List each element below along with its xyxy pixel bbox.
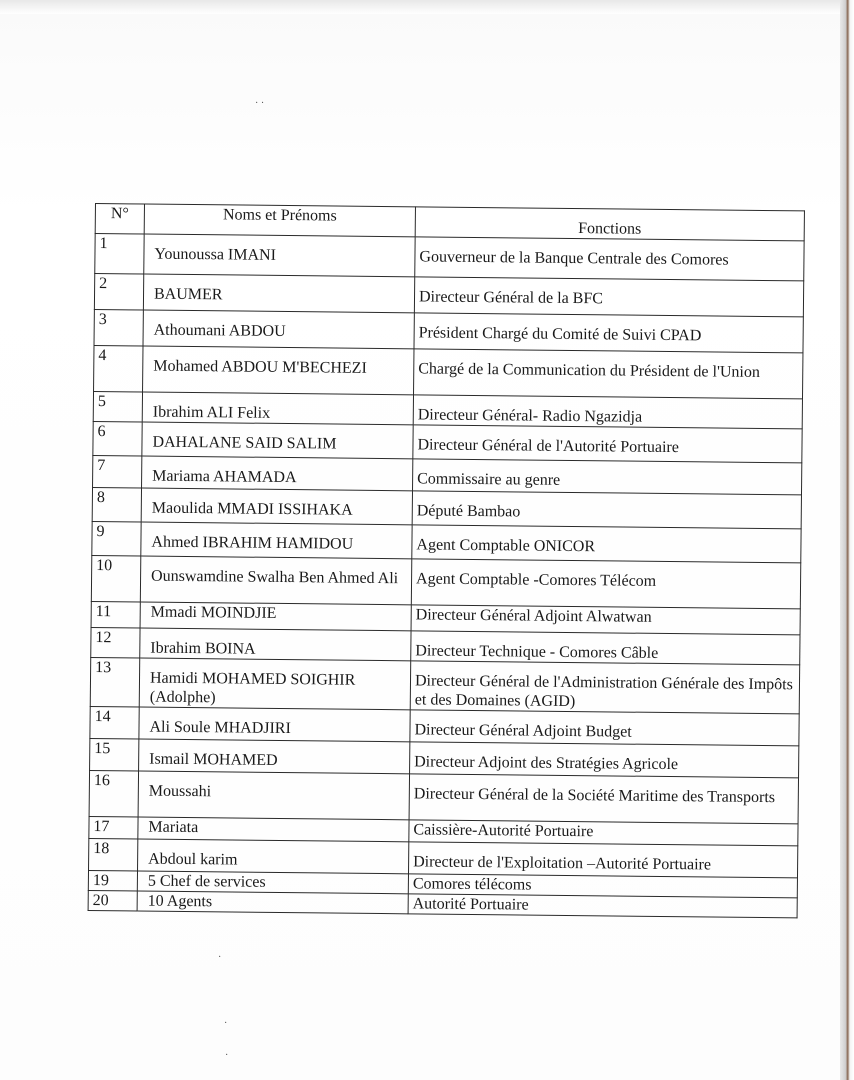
row-name-cell xyxy=(142,456,413,491)
row-number: 12 xyxy=(95,629,112,647)
row-name: Younoussa IMANI xyxy=(154,245,277,264)
row-function: Directeur Général- Radio Ngazidja xyxy=(417,406,643,426)
row-number-cell xyxy=(89,770,138,817)
row-number: 14 xyxy=(94,708,111,726)
row-name: Ismail MOHAMED xyxy=(149,750,278,769)
row-name-cell xyxy=(137,891,408,914)
row-name: Athoumani ABDOU xyxy=(153,321,286,341)
row-name: Ibrahim BOINA xyxy=(150,639,256,658)
row-name: DAHALANE SAID SALIM xyxy=(152,433,337,453)
table-row xyxy=(94,345,803,398)
row-name: Ounswamdine Swalha Ben Ahmed Ali xyxy=(151,567,399,588)
row-function-cell xyxy=(411,631,800,665)
row-number-cell xyxy=(94,345,143,392)
row-number: 15 xyxy=(94,740,111,758)
row-function: Directeur Général Adjoint Budget xyxy=(414,721,632,741)
row-function: Président Chargé du Comité de Suivi CPAD xyxy=(418,324,702,345)
row-name: Abdoul karim xyxy=(148,850,238,869)
row-number: 11 xyxy=(95,603,112,621)
row-function-cell xyxy=(414,349,803,399)
header-name: Noms et Prénoms xyxy=(144,204,415,237)
row-number-cell xyxy=(93,455,142,488)
row-number: 4 xyxy=(98,347,107,365)
row-number-cell xyxy=(89,816,138,839)
row-function-cell xyxy=(408,894,797,918)
row-function-cell xyxy=(410,742,799,778)
row-function-cell xyxy=(408,842,797,878)
row-function: Directeur Général de la Société Maritime des Transports xyxy=(413,785,776,807)
row-name-cell xyxy=(139,707,410,742)
row-function: Gouverneur de la Banque Centrale des Comores xyxy=(419,248,729,269)
row-name-cell xyxy=(138,771,409,820)
row-number: 7 xyxy=(97,457,106,475)
row-function-cell xyxy=(415,237,804,281)
row-name-cell xyxy=(139,658,410,710)
row-function-cell xyxy=(410,710,799,746)
table-row xyxy=(89,770,798,823)
row-function-cell xyxy=(411,559,800,609)
scan-speck: · · xyxy=(255,98,265,109)
row-name: Ahmed IBRAHIM HAMIDOU xyxy=(151,533,354,553)
row-function-cell xyxy=(412,525,801,563)
row-number: 19 xyxy=(92,872,109,890)
row-number: 2 xyxy=(99,275,108,293)
row-number: 1 xyxy=(99,235,108,253)
row-number-cell xyxy=(90,738,139,771)
row-name: Mariama AHAMADA xyxy=(152,467,297,487)
row-function: Directeur Général de la BFC xyxy=(418,288,604,308)
participants-table xyxy=(88,203,805,918)
row-number-cell xyxy=(88,890,137,911)
row-number-cell xyxy=(92,487,141,522)
row-name: 5 Chef de services xyxy=(147,872,266,891)
row-function: Directeur Technique - Comores Câble xyxy=(415,642,659,662)
row-number-cell xyxy=(90,657,140,707)
row-number: 18 xyxy=(93,840,110,858)
row-name-cell xyxy=(139,739,410,774)
row-name: Mohamed ABDOU M'BECHEZI xyxy=(153,357,367,377)
row-number-cell xyxy=(91,555,140,602)
row-function: Autorité Portuaire xyxy=(412,895,529,914)
row-number-cell xyxy=(91,601,140,628)
page-right-edge xyxy=(840,0,854,1080)
row-function: Directeur de l'Exploitation –Autorité Portuaire xyxy=(413,853,712,874)
row-name: Ibrahim ALI Felix xyxy=(152,403,271,422)
row-name-cell xyxy=(140,556,411,605)
row-function: Chargé de la Communication du Président de l'Union xyxy=(418,360,760,381)
row-name-cell xyxy=(141,522,412,559)
row-name-cell xyxy=(140,602,411,631)
row-name-cell xyxy=(137,871,408,894)
row-name-cell xyxy=(142,392,413,425)
row-name-cell xyxy=(143,346,414,395)
row-name-cell xyxy=(144,234,415,277)
scan-speck: · xyxy=(225,1050,229,1061)
row-function: Comores télécoms xyxy=(412,875,532,894)
row-name: Mariata xyxy=(148,818,199,837)
scan-speck: · xyxy=(224,1018,228,1029)
row-name: Moussahi xyxy=(148,782,212,801)
row-number-cell xyxy=(94,274,143,311)
row-number-cell xyxy=(92,521,141,556)
row-function-cell xyxy=(412,491,801,529)
row-number-cell xyxy=(91,627,140,658)
row-number: 16 xyxy=(93,772,111,790)
row-function: Agent Comptable ONICOR xyxy=(416,536,596,556)
row-name-cell xyxy=(140,628,411,661)
row-function-cell xyxy=(414,313,803,353)
row-function: Directeur Adjoint des Stratégies Agricole xyxy=(414,753,679,774)
row-function-cell xyxy=(411,605,800,635)
header-function: Fonctions xyxy=(415,207,804,241)
row-number: 13 xyxy=(95,659,112,677)
row-number: 5 xyxy=(97,393,107,411)
row-number-cell xyxy=(94,309,143,346)
table-row xyxy=(90,657,799,713)
row-number-cell xyxy=(88,870,137,891)
row-function: Agent Comptable -Comores Télécom xyxy=(415,570,657,590)
row-name: 10 Agents xyxy=(147,892,213,911)
row-function: Directeur Général de l'Administration Générale des Impôts et des Domaines (AGID) xyxy=(414,672,793,711)
row-name: Ali Soule MHADJIRI xyxy=(149,718,291,738)
row-name: Hamidi MOHAMED SOIGHIR (Adolphe) xyxy=(149,669,356,707)
row-name-cell xyxy=(142,422,413,459)
row-name-cell xyxy=(143,310,414,349)
page-top-shadow xyxy=(0,0,854,14)
row-number: 6 xyxy=(97,423,106,441)
row-function-cell xyxy=(413,425,802,463)
row-number-cell xyxy=(90,706,139,739)
row-number: 3 xyxy=(98,311,107,329)
scan-speck: · xyxy=(218,952,222,963)
row-function-cell xyxy=(414,277,803,317)
row-number: 17 xyxy=(93,818,110,836)
row-name-cell xyxy=(138,839,409,874)
row-function: Caissière-Autorité Portuaire xyxy=(413,821,594,841)
row-number: 10 xyxy=(96,557,113,575)
row-function-cell xyxy=(409,774,798,824)
row-function: Commissaire au genre xyxy=(417,470,561,489)
row-function: Directeur Général Adjoint Alwatwan xyxy=(415,606,652,626)
row-number-cell xyxy=(89,838,138,871)
row-function: Directeur Général de l'Autorité Portuaire xyxy=(417,436,679,457)
row-number-cell xyxy=(93,391,142,422)
row-function: Député Bambao xyxy=(416,502,521,521)
row-number-cell xyxy=(95,234,144,275)
row-name: BAUMER xyxy=(153,285,223,304)
row-function-cell xyxy=(410,661,799,714)
row-number-cell xyxy=(93,421,142,456)
row-function-cell xyxy=(413,459,802,495)
row-name: Maoulida MMADI ISSIHAKA xyxy=(151,499,353,519)
row-name-cell xyxy=(141,488,412,525)
row-number: 20 xyxy=(92,892,109,910)
header-number: N° xyxy=(95,204,144,235)
row-function-cell xyxy=(413,395,802,429)
row-name-cell xyxy=(138,817,409,842)
table-row xyxy=(91,555,800,608)
row-name-cell xyxy=(143,274,414,313)
row-number: 8 xyxy=(96,489,106,507)
row-name: Mmadi MOINDJIE xyxy=(150,603,277,622)
row-number: 9 xyxy=(96,523,105,541)
